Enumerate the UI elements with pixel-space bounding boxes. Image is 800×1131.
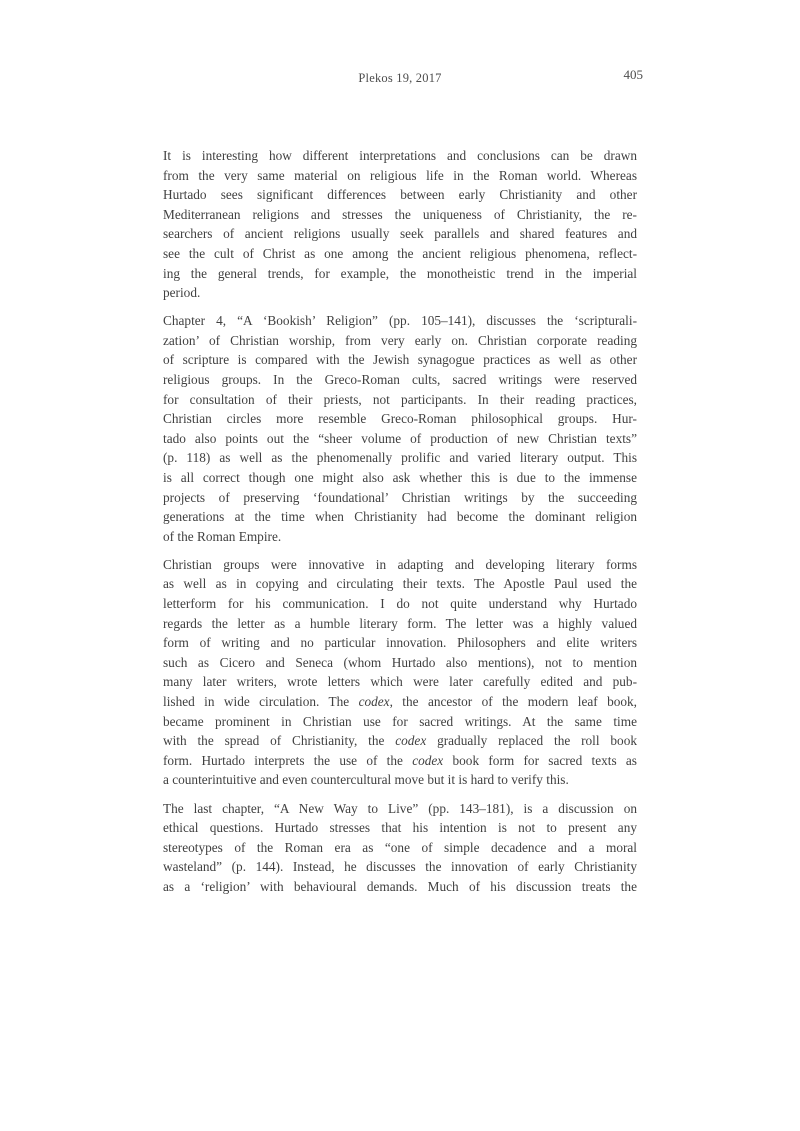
paragraph (163, 146, 637, 303)
text-line: form of writing and no particular innovation. Philosophers and elite writers (163, 635, 637, 651)
text-line: ethical questions. Hurtado stresses that his intention is not to present any (163, 820, 637, 836)
text-line: stereotypes of the Roman era as “one of simple decadence and a moral (163, 839, 637, 855)
text-line: period. (163, 285, 201, 301)
text-line: for consultation of their priests, not participants. In their reading practices, (163, 391, 637, 407)
text-line: Chapter 4, “A ‘Bookish’ Religion” (pp. 105–141), discusses the ‘scripturali- (163, 313, 637, 329)
paragraph (163, 311, 637, 546)
text-line: religious groups. In the Greco-Roman cults, sacred writings were reserved (163, 372, 637, 388)
text-line: Mediterranean religions and stresses the uniqueness of Christianity, the re- (163, 206, 637, 222)
running-header-journal: Plekos 19, 2017 (358, 71, 442, 85)
text-line: letterform for his communication. I do not quite understand why Hurtado (163, 596, 637, 612)
text-line: It is interesting how different interpretations and conclusions can be drawn (163, 148, 637, 163)
text-line: from the very same material on religious life in the Roman world. Whereas (163, 167, 637, 183)
text-line: tado also points out the “sheer volume of production of new Christian texts” (163, 430, 637, 446)
text-line: projects of preserving ‘foundational’ Christian writings by the succeeding (163, 489, 637, 505)
text-line: as a ‘religion’ with behavioural demands. Much of his discussion treats the (163, 878, 637, 894)
text-line: as well as in copying and circulating their texts. The Apostle Paul used the (163, 576, 637, 592)
text-line: searchers of ancient religions usually seek parallels and shared features and (163, 226, 637, 242)
text-line: form. Hurtado interprets the use of the codex book form for sacred texts as (163, 752, 637, 768)
text-line: many later writers, wrote letters which were later carefully edited and pub- (163, 674, 637, 690)
text-line: ing the general trends, for example, the monotheistic trend in the imperial (163, 265, 637, 281)
text-line: a counterintuitive and even countercultural move but it is hard to verify this. (163, 772, 569, 788)
paragraph (163, 799, 637, 897)
text-line: regards the letter as a humble literary form. The letter was a highly valued (163, 615, 637, 631)
page-number: 405 (623, 67, 643, 82)
text-line: see the cult of Christ as one among the ancient religious phenomena, reflect- (163, 245, 637, 261)
text-line: became prominent in Christian use for sacred writings. At the same time (163, 713, 637, 729)
text-line: of scripture is compared with the Jewish synagogue practices as well as other (163, 352, 637, 368)
text-line: Hurtado sees significant differences between early Christianity and other (163, 187, 637, 203)
text-line: Christian groups were innovative in adapting and developing literary forms (163, 556, 637, 572)
page-body (163, 146, 637, 905)
text-line: generations at the time when Christianity had become the dominant religion (163, 509, 637, 525)
text-line: wasteland” (p. 144). Instead, he discusses the innovation of early Christianity (163, 859, 637, 875)
text-line: with the spread of Christianity, the codex gradually replaced the roll book (163, 733, 637, 749)
text-line: zation’ of Christian worship, from very early on. Christian corporate reading (163, 332, 637, 348)
text-line: is all correct though one might also ask whether this is due to the immense (163, 470, 637, 485)
text-line: (p. 118) as well as the phenomenally prolific and varied literary output. This (163, 450, 637, 466)
text-line: The last chapter, “A New Way to Live” (pp. 143–181), is a discussion on (163, 800, 637, 816)
text-line: Christian circles more resemble Greco-Roman philosophical groups. Hur- (163, 411, 637, 427)
text-line: lished in wide circulation. The codex, the ancestor of the modern leaf book, (163, 694, 638, 710)
paragraph (163, 555, 637, 790)
text-line: of the Roman Empire. (163, 528, 282, 544)
text-line: such as Cicero and Seneca (whom Hurtado also mentions), not to mention (163, 654, 637, 670)
page-header (163, 67, 643, 86)
